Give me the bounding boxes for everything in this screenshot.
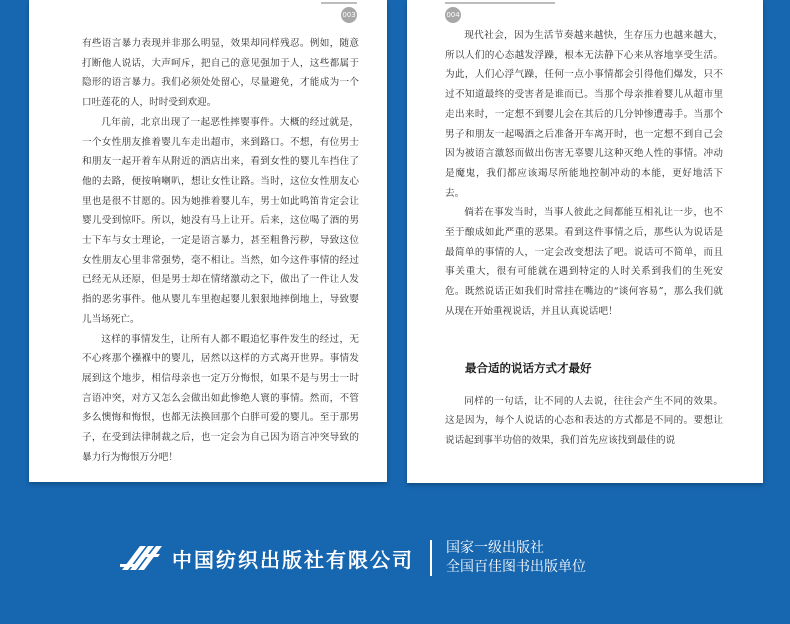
- section-heading: 最合适的说话方式才最好: [465, 360, 592, 375]
- paragraph: 倘若在事发当时，当事人彼此之间都能互相礼让一步，也不至于酿成如此严重的恶果。看到这件事情之后，那些认为说话是最简单的事情的人，一定会改变想法了吧。说话可不简单，而且事关重大，很有可能就在遇到特定的人时关系到我们的生死安危。既然说话正如我们时常挂在嘴边的“谈何容易”，那么我们就从现在开始重视说话，并且认真说话吧！: [445, 207, 723, 317]
- left-page-body: [82, 34, 359, 467]
- paragraph: 几年前，北京出现了一起恶性摔婴事件。大概的经过就是，一个女性朋友推着婴儿车走出超市，来到路口。不想，有位男士和朋友一起开着车从附近的酒店出来，看到女性的婴儿车挡住了他的去路，便按响喇叭，想让女性让路。当时，这位女性朋友心里也是很不甘愿的。因为她推着婴儿车，男士如此鸣笛肯定会让婴儿受到惊吓。所以，她没有马上让开。后来，这位喝了酒的男士下车与女士理论，一定是语言暴力，甚至粗鲁污秽，导致这位女性朋友心里非常强势，毫不相让。当然，如今这件事情的经过已经无从还原，但是男士却在情绪激动之下，做出了一件让人发指的恶劣事件。他从婴儿车里抱起婴儿狠狠地摔倒地上，导致婴儿当场死亡。: [82, 116, 359, 325]
- left-book-page: [29, 0, 387, 482]
- page-number-rule: [321, 2, 357, 4]
- page-number-rule: [445, 2, 555, 4]
- page-number-badge: 003: [341, 7, 357, 23]
- publisher-footer: [120, 536, 586, 580]
- footer-divider: [430, 540, 432, 576]
- page-number-marker: [321, 0, 357, 24]
- tagline: 全国百佳图书出版单位: [446, 559, 586, 575]
- paragraph: 现代社会，因为生活节奏越来越快，生存压力也越来越大，所以人们的心态越发浮躁，根本无法静下心来从容地享受生活。为此，人们心浮气躁，任何一点小事情都会引得他们爆发，只不过不知道最终的受害者是谁而已。当那个母亲推着婴儿从超市里走出来时，一定想不到婴儿会在其后的几分钟惨遭毒手。当那个男子和朋友一起喝酒之后准备开车离开时，也一定想不到自己会因为被语言激怒而做出伤害无辜婴儿这种灭绝人性的事情。冲动是魔鬼，我们都应该竭尽所能地控制冲动的本能，更好地活下去。: [445, 30, 723, 199]
- right-page-body-continued: [445, 392, 723, 451]
- publisher-taglines: [446, 539, 586, 577]
- right-page-body: [445, 26, 723, 322]
- paragraph: 同样的一句话，让不同的人去说，往往会产生不同的效果。这是因为，每个人说话的心态和表达的方式都是不同的。要想让说话起到事半功倍的效果，我们首先应该找到最佳的说: [445, 395, 723, 446]
- page-number-badge: 004: [445, 7, 461, 23]
- publisher-name: 中国纺织出版社有限公司: [172, 547, 414, 572]
- tagline: 国家一级出版社: [446, 540, 544, 556]
- paragraph: 有些语言暴力表现并非那么明显，效果却同样残忍。例如，随意打断他人说话，大声呵斥，把自己的意见强加于人，这些都属于隐形的语言暴力。我们必须处处留心，尽量避免，才能成为一个口吐莲花的人，时时受到欢迎。: [82, 38, 359, 109]
- right-book-page: [407, 0, 763, 483]
- page-number-marker: [445, 0, 555, 24]
- publisher-logo-icon: [120, 540, 164, 576]
- paragraph: 这样的事情发生，让所有人都不暇追忆事件发生的经过，无不心疼那个襁褓中的婴儿，居然以这样的方式离开世界。事情发展到这个地步，相信母亲也一定万分悔恨，如果不是与男士一时言语冲突，对方又怎么会做出如此惨绝人寰的事情。然而，不管多么懊悔和悔恨，也都无法换回那个白胖可爱的婴儿。至于那男子，在受到法律制裁之后，也一定会为自己因为语言冲突导致的暴力行为悔恨万分吧！: [82, 333, 359, 463]
